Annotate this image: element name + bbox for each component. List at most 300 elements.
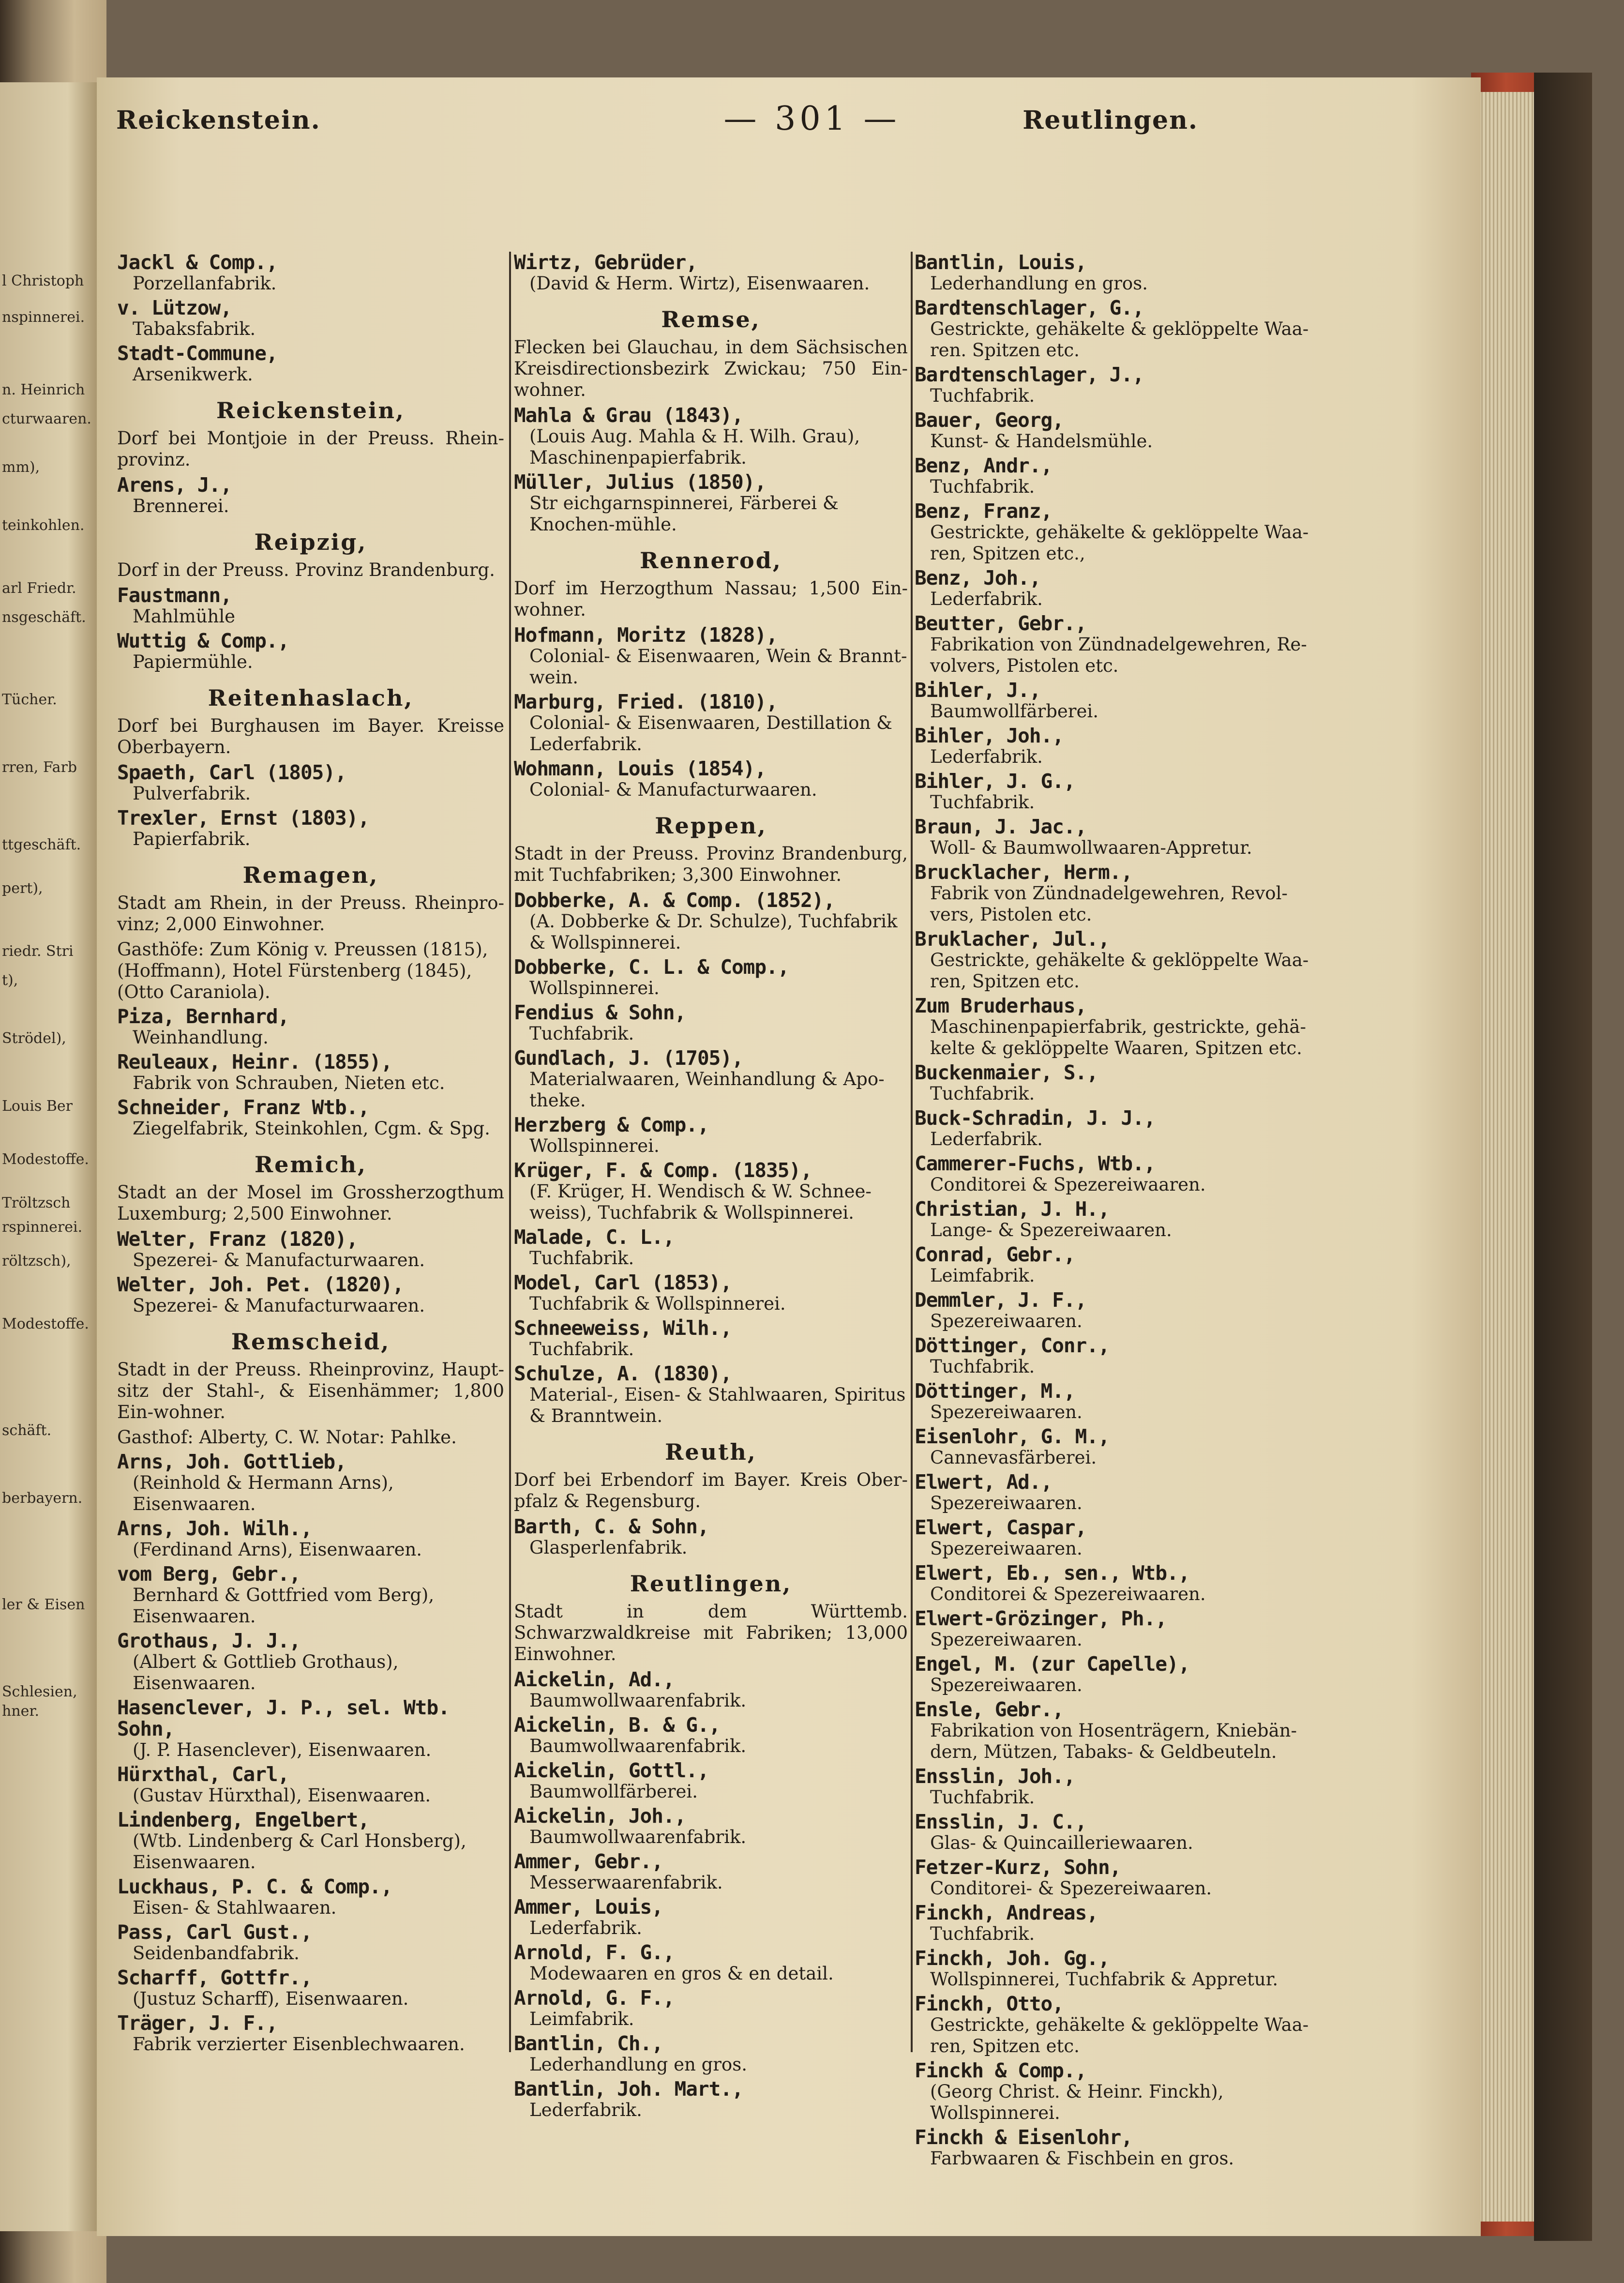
- entry-name: Aickelin, Gottl.,: [514, 1759, 709, 1782]
- directory-entry: [117, 1809, 504, 1873]
- town-description: Dorf im Herzogthum Nassau; 1,500 Ein-wohner.: [514, 578, 908, 620]
- directory-entry: [117, 1563, 504, 1627]
- entry-name: Bihler, J. G.,: [915, 770, 1075, 793]
- entry-name: Welter, Franz (1820),: [117, 1227, 358, 1251]
- entry-name: Piza, Bernhard,: [117, 1005, 289, 1028]
- entry-description: Glasperlenfabrik.: [529, 1537, 688, 1558]
- previous-page-text-fragment: berbayern.: [2, 1490, 83, 1507]
- entry-name: Lindenberg, Engelbert,: [117, 1808, 370, 1831]
- directory-entry: [514, 758, 908, 801]
- entry-description: Gestrickte, gehäkelte & geklöppelte Waa-ren, Spitzen etc.: [930, 950, 1309, 992]
- entry-name: Finckh & Eisenlohr,: [915, 2126, 1132, 2149]
- directory-entry: [915, 1335, 1316, 1377]
- previous-page-text-fragment: pert),: [2, 880, 43, 897]
- previous-page-text-fragment: nspinnerei.: [2, 309, 85, 326]
- entry-name: Welter, Joh. Pet. (1820),: [117, 1273, 404, 1296]
- town-description: Flecken bei Glauchau, in dem Sächsischen Kreisdirectionsbezirk Zwickau; 750 Ein-wohner.: [514, 337, 908, 400]
- previous-page-text-fragment: cturwaaren.: [2, 410, 91, 427]
- directory-entry: [915, 1153, 1316, 1195]
- directory-entry: [915, 725, 1316, 768]
- entry-description: (Albert & Gottlieb Grothaus), Eisenwaaren.: [133, 1651, 399, 1693]
- directory-entry: [514, 1226, 908, 1269]
- entry-name: Grothaus, J. J.,: [117, 1629, 301, 1652]
- directory-entry: [117, 1921, 504, 1964]
- entry-name: Döttinger, M.,: [915, 1379, 1075, 1403]
- entry-description: Fabrik verzierter Eisenblechwaaren.: [133, 2034, 465, 2055]
- town-heading: Rennerod,: [640, 547, 782, 574]
- directory-entry: [915, 1198, 1316, 1241]
- entry-description: Str eichgarnspinnerei, Färberei & Knochen-mühle.: [529, 493, 839, 535]
- directory-entry: [915, 567, 1316, 610]
- directory-entry: [117, 1274, 504, 1316]
- directory-entry: [915, 1811, 1316, 1854]
- directory-entry: [514, 1363, 908, 1427]
- directory-entry: [514, 2033, 908, 2075]
- entry-name: Elwert, Ad.,: [915, 1470, 1053, 1494]
- entry-description: (A. Dobberke & Dr. Schulze), Tuchfabrik & Wollspinnerei.: [529, 911, 898, 953]
- entry-description: Conditorei & Spezereiwaaren.: [930, 1174, 1206, 1195]
- entry-description: Material-, Eisen- & Stahlwaaren, Spiritus & Branntwein.: [529, 1384, 906, 1426]
- directory-entry: [514, 956, 908, 999]
- previous-page-text-fragment: arl Friedr.: [2, 580, 76, 597]
- entry-name: Elwert, Eb., sen., Wtb.,: [915, 1561, 1190, 1585]
- entry-description: Pulverfabrik.: [133, 783, 251, 804]
- previous-page-text-fragment: n. Heinrich: [2, 381, 85, 398]
- directory-entry: [915, 1562, 1316, 1605]
- entry-name: Benz, Joh.,: [915, 566, 1041, 590]
- town-description: Stadt an der Mosel im Grossherzogthum Luxemburg; 2,500 Einwohner.: [117, 1182, 504, 1224]
- directory-entry: [915, 1902, 1316, 1945]
- entry-name: Wirtz, Gebrüder,: [514, 251, 697, 274]
- previous-page-text-fragment: Tröltzsch: [2, 1194, 71, 1211]
- entry-description: Tuchfabrik & Wollspinnerei.: [529, 1293, 786, 1314]
- directory-entry: [117, 762, 504, 804]
- entry-name: Dobberke, A. & Comp. (1852),: [514, 889, 835, 912]
- entry-description: Spezerei- & Manufacturwaaren.: [133, 1295, 425, 1316]
- directory-entry: [915, 816, 1316, 859]
- previous-page-text-fragment: teinkohlen.: [2, 517, 85, 534]
- directory-entry: [915, 1517, 1316, 1559]
- directory-entry: [915, 1426, 1316, 1468]
- entry-name: Christian, J. H.,: [915, 1197, 1110, 1221]
- entry-description: Leimfabrik.: [930, 1265, 1035, 1286]
- town-description: Stadt am Rhein, in der Preuss. Rheinpro-vinz; 2,000 Einwohner.: [117, 892, 504, 935]
- town-heading: Remagen,: [242, 862, 379, 888]
- entry-description: Tuchfabrik.: [529, 1248, 634, 1269]
- entry-name: Arnold, F. G.,: [514, 1941, 675, 1964]
- directory-entry: [117, 1876, 504, 1919]
- entry-description: Ziegelfabrik, Steinkohlen, Cgm. & Spg.: [133, 1118, 490, 1139]
- entry-name: Cammerer-Fuchs, Wtb.,: [915, 1152, 1156, 1175]
- town-heading: Reickenstein,: [216, 397, 405, 423]
- directory-entry: [514, 1272, 908, 1315]
- previous-page-text-fragment: rspinnerei.: [2, 1219, 83, 1236]
- entry-description: Tuchfabrik.: [930, 792, 1035, 813]
- entry-description: Wollspinnerei, Tuchfabrik & Appretur.: [930, 1969, 1278, 1990]
- directory-entry: [915, 1244, 1316, 1286]
- entry-name: Beutter, Gebr.,: [915, 612, 1087, 635]
- previous-page-text-fragment: Modestoffe.: [2, 1151, 89, 1168]
- previous-page-text-fragment: nsgeschäft.: [2, 609, 86, 626]
- entry-description: Tabaksfabrik.: [133, 318, 256, 339]
- directory-entry: [117, 1228, 504, 1271]
- directory-entry: [514, 1516, 908, 1558]
- town-extra-info: Gasthof: Alberty, C. W. Notar: Pahlke.: [117, 1427, 457, 1448]
- directory-entry: [514, 691, 908, 755]
- entry-description: Fabrik von Zündnadelgewehren, Revol-vers, Pistolen etc.: [930, 883, 1288, 925]
- directory-column-2: [514, 252, 908, 2124]
- previous-page-text-fragment: schäft.: [2, 1422, 52, 1439]
- town-section: [117, 1151, 504, 1225]
- entry-name: Döttinger, Conr.,: [915, 1334, 1110, 1357]
- entry-name: Stadt-Commune,: [117, 342, 278, 365]
- entry-description: (Ferdinand Arns), Eisenwaaren.: [133, 1539, 422, 1560]
- directory-entry: [117, 1764, 504, 1806]
- entry-name: Ensslin, J. C.,: [915, 1810, 1087, 1833]
- entry-name: Herzberg & Comp.,: [514, 1113, 709, 1136]
- entry-description: Tuchfabrik.: [529, 1339, 634, 1360]
- directory-column-1: [117, 252, 504, 2058]
- entry-description: Tuchfabrik.: [529, 1023, 634, 1044]
- directory-entry: [117, 1630, 504, 1694]
- directory-entry: [514, 1160, 908, 1224]
- entry-name: Ammer, Gebr.,: [514, 1850, 663, 1873]
- entry-description: Fabrikation von Zündnadelgewehren, Re-volvers, Pistolen etc.: [930, 634, 1307, 676]
- entry-name: Gundlach, J. (1705),: [514, 1046, 743, 1070]
- directory-entry: [117, 1451, 504, 1515]
- entry-description: Colonial- & Manufacturwaaren.: [529, 779, 817, 800]
- directory-entry: [915, 2127, 1316, 2169]
- directory-entry: [915, 1699, 1316, 1763]
- entry-description: Baumwollfärberei.: [930, 701, 1098, 722]
- entry-name: Buckenmaier, S.,: [915, 1061, 1098, 1084]
- entry-description: Fabrik von Schrauben, Nieten etc.: [133, 1073, 445, 1093]
- directory-entry: [915, 862, 1316, 925]
- town-description: Dorf bei Burghausen im Bayer. Kreisse Oberbayern.: [117, 715, 504, 757]
- entry-description: Conditorei & Spezereiwaaren.: [930, 1584, 1206, 1604]
- entry-description: Lange- & Spezereiwaaren.: [930, 1220, 1172, 1240]
- previous-page-text-fragment: mm),: [2, 459, 40, 476]
- entry-description: (David & Herm. Wirtz), Eisenwaaren.: [529, 273, 870, 294]
- directory-entry: [514, 1805, 908, 1848]
- entry-name: Bantlin, Joh. Mart.,: [514, 2077, 743, 2101]
- directory-entry: [117, 1051, 504, 1094]
- town-description: Dorf bei Erbendorf im Bayer. Kreis Ober-pfalz & Regensburg.: [514, 1469, 908, 1512]
- entry-description: Baumwollwaarenfabrik.: [529, 1736, 747, 1756]
- directory-entry: [915, 455, 1316, 498]
- page-number: — 301 —: [723, 100, 901, 138]
- town-description: Dorf in der Preuss. Provinz Brandenburg.: [117, 559, 495, 580]
- entry-name: Arns, Joh. Wilh.,: [117, 1517, 312, 1540]
- entry-name: Pass, Carl Gust.,: [117, 1920, 312, 1944]
- entry-name: Conrad, Gebr.,: [915, 1243, 1075, 1266]
- entry-description: Wollspinnerei.: [529, 1135, 660, 1156]
- town-heading: Remscheid,: [231, 1329, 391, 1355]
- entry-description: Lederfabrik.: [930, 1129, 1043, 1149]
- entry-description: (Georg Christ. & Heinr. Finckh), Wollspinnerei.: [930, 2081, 1224, 2123]
- town-section: [514, 306, 908, 401]
- entry-name: Luckhaus, P. C. & Comp.,: [117, 1875, 392, 1898]
- town-heading: Reppen,: [655, 813, 767, 839]
- entry-name: Fendius & Sohn,: [514, 1001, 686, 1024]
- entry-description: Papiermühle.: [133, 651, 253, 672]
- entry-description: (J. P. Hasenclever), Eisenwaaren.: [133, 1739, 432, 1760]
- previous-page-text-fragment: Strödel),: [2, 1030, 66, 1047]
- town-section: [117, 1331, 504, 1448]
- previous-page-text-fragment: ttgeschäft.: [2, 836, 81, 853]
- directory-entry: [117, 630, 504, 673]
- directory-entry: [514, 1987, 908, 2030]
- entry-name: Model, Carl (1853),: [514, 1271, 732, 1294]
- directory-entry: [915, 1107, 1316, 1150]
- town-description: Dorf bei Montjoie in der Preuss. Rhein-provinz.: [117, 428, 504, 470]
- entry-description: Baumwollwaarenfabrik.: [529, 1690, 747, 1711]
- directory-entry: [514, 1002, 908, 1044]
- directory-entry: [514, 1942, 908, 1984]
- directory-entry: [915, 1289, 1316, 1332]
- previous-page-text-fragment: ler & Eisen: [2, 1596, 85, 1613]
- entry-name: Hasenclever, J. P., sel. Wtb. Sohn,: [117, 1696, 450, 1740]
- directory-entry: [117, 2012, 504, 2055]
- directory-entry: [915, 1062, 1316, 1104]
- entry-description: Porzellanfabrik.: [133, 273, 277, 294]
- entry-name: Fetzer-Kurz, Sohn,: [915, 1856, 1121, 1879]
- previous-page-edge: [0, 82, 97, 2231]
- entry-description: Tuchfabrik.: [930, 385, 1035, 406]
- entry-name: Demmler, J. F.,: [915, 1288, 1087, 1312]
- directory-entry: [915, 1857, 1316, 1899]
- entry-description: Bernhard & Gottfried vom Berg), Eisenwaaren.: [133, 1585, 435, 1627]
- entry-name: Barth, C. & Sohn,: [514, 1515, 709, 1538]
- entry-description: Baumwollfärberei.: [529, 1781, 698, 1802]
- previous-page-text-fragment: l Christoph: [2, 272, 84, 289]
- directory-entry: [514, 1896, 908, 1939]
- entry-name: Trexler, Ernst (1803),: [117, 806, 370, 830]
- town-description: Stadt in der Preuss. Rheinprovinz, Haupt-sitz der Stahl-, & Eisenhämmer; 1,800 Ein-wohner.: [117, 1359, 504, 1422]
- directory-entry: [514, 1047, 908, 1111]
- entry-name: Bantlin, Louis,: [915, 251, 1087, 274]
- previous-page-text-fragment: Schlesien,: [2, 1683, 77, 1700]
- running-header-left: Reickenstein.: [116, 106, 321, 135]
- directory-entry: [514, 1714, 908, 1757]
- directory-entry: [915, 995, 1316, 1059]
- entry-name: Benz, Franz,: [915, 499, 1053, 523]
- entry-name: Brucklacher, Herm.,: [915, 861, 1132, 884]
- entry-description: Weinhandlung.: [133, 1027, 269, 1048]
- town-section: [117, 531, 504, 581]
- entry-name: vom Berg, Gebr.,: [117, 1562, 301, 1586]
- entry-description: Lederfabrik.: [529, 1918, 642, 1938]
- entry-description: Tuchfabrik.: [930, 1083, 1035, 1104]
- entry-name: Malade, C. L.,: [514, 1225, 675, 1249]
- town-extra-info: Gasthöfe: Zum König v. Preussen (1815), (Hoffmann), Hotel Fürstenberg (1845), (Otto Caraniola).: [117, 939, 488, 1002]
- previous-page-text-fragment: hner.: [2, 1703, 39, 1720]
- entry-description: Spezereiwaaren.: [930, 1311, 1083, 1331]
- town-heading: Remse,: [661, 306, 761, 333]
- directory-entry: [915, 1948, 1316, 1990]
- directory-entry: [915, 1653, 1316, 1696]
- previous-page-text-fragment: Louis Ber: [2, 1098, 73, 1115]
- entry-description: Seidenbandfabrik.: [133, 1943, 300, 1964]
- entry-name: Arns, Joh. Gottlieb,: [117, 1450, 346, 1473]
- town-section: [117, 397, 504, 470]
- directory-entry: [915, 500, 1316, 564]
- entry-name: Aickelin, Ad.,: [514, 1668, 675, 1691]
- entry-description: (F. Krüger, H. Wendisch & W. Schnee-weiss), Tuchfabrik & Wollspinnerei.: [529, 1181, 872, 1223]
- directory-entry: [117, 252, 504, 294]
- entry-name: Hürxthal, Carl,: [117, 1763, 289, 1786]
- previous-page-text-fragment: rren, Farb: [2, 759, 77, 776]
- town-section: [514, 1573, 908, 1665]
- entry-name: Schneider, Franz Wtb.,: [117, 1096, 370, 1119]
- town-section: [514, 1441, 908, 1512]
- running-header-right: Reutlingen.: [1023, 106, 1198, 135]
- directory-entry: [514, 405, 908, 469]
- entry-name: Spaeth, Carl (1805),: [117, 761, 346, 784]
- town-section: [514, 815, 908, 886]
- entry-name: Faustmann,: [117, 584, 232, 607]
- entry-description: Gestrickte, gehäkelte & geklöppelte Waa-ren, Spitzen etc.: [930, 2014, 1309, 2056]
- entry-description: (Louis Aug. Mahla & H. Wilh. Grau), Maschinenpapierfabrik.: [529, 426, 860, 468]
- directory-entry: [514, 252, 908, 294]
- entry-description: Messerwaarenfabrik.: [529, 1872, 723, 1893]
- entry-description: (Wtb. Lindenberg & Carl Honsberg), Eisenwaaren.: [133, 1830, 466, 1873]
- entry-description: Colonial- & Eisenwaaren, Destillation & Lederfabrik.: [529, 712, 892, 755]
- directory-entry: [915, 252, 1316, 294]
- town-heading: Remich,: [254, 1151, 367, 1178]
- entry-name: Bihler, J.,: [915, 679, 1041, 702]
- column-divider: [911, 252, 913, 2052]
- directory-entry: [514, 1851, 908, 1893]
- entry-name: Jackl & Comp.,: [117, 251, 278, 274]
- directory-entry: [117, 1518, 504, 1560]
- entry-description: Modewaaren en gros & en detail.: [529, 1963, 834, 1984]
- entry-name: Finckh, Otto,: [915, 1992, 1064, 2015]
- directory-entry: [117, 297, 504, 340]
- town-heading: Reuth,: [665, 1439, 757, 1465]
- entry-name: Buck-Schradin, J. J.,: [915, 1106, 1156, 1130]
- town-section: [514, 547, 908, 620]
- directory-entry: [117, 1006, 504, 1048]
- entry-description: Spezereiwaaren.: [930, 1493, 1083, 1513]
- entry-name: Aickelin, B. & G.,: [514, 1713, 721, 1737]
- entry-description: Lederfabrik.: [529, 2100, 642, 2120]
- directory-entry: [915, 680, 1316, 722]
- entry-description: Gestrickte, gehäkelte & geklöppelte Waa-ren. Spitzen etc.: [930, 318, 1309, 361]
- directory-entry: [514, 2078, 908, 2121]
- entry-name: Bardtenschlager, J.,: [915, 363, 1144, 386]
- town-heading: Reipzig,: [254, 529, 367, 555]
- entry-description: Lederfabrik.: [930, 589, 1043, 609]
- directory-entry: [915, 364, 1316, 407]
- entry-name: Reuleaux, Heinr. (1855),: [117, 1050, 392, 1073]
- entry-description: Spezereiwaaren.: [930, 1538, 1083, 1559]
- town-description: Stadt in dem Württemb. Schwarzwaldkreise mit Fabriken; 13,000 Einwohner.: [514, 1601, 908, 1664]
- entry-name: Dobberke, C. L. & Comp.,: [514, 955, 789, 979]
- directory-column-3: [915, 252, 1316, 2172]
- entry-name: Finckh & Comp.,: [915, 2059, 1087, 2082]
- entry-name: Scharff, Gottfr.,: [117, 1966, 312, 1989]
- entry-description: Lederhandlung en gros.: [930, 273, 1148, 294]
- entry-name: Elwert, Caspar,: [915, 1516, 1087, 1539]
- directory-entry: [514, 471, 908, 535]
- entry-description: Lederfabrik.: [930, 746, 1043, 767]
- entry-description: Tuchfabrik.: [930, 1787, 1035, 1808]
- directory-entry: [915, 613, 1316, 677]
- entry-name: Aickelin, Joh.,: [514, 1804, 686, 1828]
- entry-name: Bardtenschlager, G.,: [915, 296, 1144, 319]
- entry-description: Kunst- & Handelsmühle.: [930, 431, 1153, 452]
- entry-name: Ammer, Louis,: [514, 1895, 663, 1919]
- entry-name: Schulze, A. (1830),: [514, 1362, 732, 1385]
- directory-entry: [117, 1967, 504, 2010]
- directory-entry: [117, 1097, 504, 1139]
- directory-entry: [514, 624, 908, 688]
- book-cover-edge: [1534, 73, 1592, 2241]
- entry-name: Wuttig & Comp.,: [117, 629, 289, 652]
- entry-description: Tuchfabrik.: [930, 1923, 1035, 1944]
- entry-name: Finckh, Andreas,: [915, 1901, 1098, 1924]
- entry-description: (Reinhold & Hermann Arns), Eisenwaaren.: [133, 1472, 394, 1514]
- entry-description: Spezereiwaaren.: [930, 1629, 1083, 1650]
- directory-entry: [514, 1760, 908, 1802]
- entry-description: Leimfabrik.: [529, 2009, 634, 2029]
- directory-entry: [117, 807, 504, 850]
- entry-name: v. Lützow,: [117, 296, 232, 319]
- entry-name: Bihler, Joh.,: [915, 724, 1064, 747]
- town-section: [117, 864, 504, 1003]
- directory-entry: [915, 928, 1316, 992]
- entry-name: Hofmann, Moritz (1828),: [514, 623, 778, 647]
- entry-name: Eisenlohr, G. M.,: [915, 1425, 1110, 1448]
- entry-name: Schneeweiss, Wilh.,: [514, 1316, 732, 1340]
- directory-entry: [117, 343, 504, 385]
- entry-name: Bantlin, Ch.,: [514, 2032, 663, 2055]
- entry-name: Engel, M. (zur Capelle),: [915, 1652, 1190, 1676]
- entry-description: (Gustav Hürxthal), Eisenwaaren.: [133, 1785, 431, 1806]
- entry-description: Tuchfabrik.: [930, 476, 1035, 497]
- entry-name: Wohmann, Louis (1854),: [514, 757, 767, 780]
- entry-description: (Justuz Scharff), Eisenwaaren.: [133, 1988, 409, 2009]
- entry-description: Colonial- & Eisenwaaren, Wein & Brannt-wein.: [529, 646, 907, 688]
- column-divider: [509, 252, 511, 2052]
- directory-entry: [915, 771, 1316, 813]
- town-section: [117, 687, 504, 758]
- directory-entry: [117, 1697, 504, 1761]
- directory-entry: [514, 1669, 908, 1711]
- entry-name: Arens, J.,: [117, 473, 232, 497]
- entry-description: Conditorei- & Spezereiwaaren.: [930, 1878, 1212, 1899]
- entry-description: Spezereiwaaren.: [930, 1675, 1083, 1695]
- previous-page-text-fragment: t),: [2, 972, 18, 989]
- entry-name: Arnold, G. F.,: [514, 1986, 675, 2010]
- entry-description: Fabrikation von Hosenträgern, Kniebän-dern, Mützen, Tabaks- & Geldbeuteln.: [930, 1720, 1297, 1762]
- directory-entry: [117, 585, 504, 627]
- entry-description: Glas- & Quincailleriewaaren.: [930, 1832, 1193, 1853]
- entry-description: Materialwaaren, Weinhandlung & Apo-theke.: [529, 1069, 885, 1111]
- directory-entry: [915, 1380, 1316, 1423]
- directory-entry: [117, 474, 504, 517]
- entry-name: Finckh, Joh. Gg.,: [915, 1947, 1110, 1970]
- entry-name: Elwert-Grözinger, Ph.,: [915, 1607, 1167, 1630]
- entry-name: Braun, J. Jac.,: [915, 815, 1087, 838]
- entry-description: Gestrickte, gehäkelte & geklöppelte Waa-ren, Spitzen etc.,: [930, 522, 1309, 564]
- entry-name: Ensle, Gebr.,: [915, 1698, 1064, 1721]
- entry-description: Woll- & Baumwollwaaren-Appretur.: [930, 837, 1252, 858]
- directory-entry: [514, 1317, 908, 1360]
- entry-name: Zum Bruderhaus,: [915, 994, 1087, 1017]
- town-description: Stadt in der Preuss. Provinz Brandenburg, mit Tuchfabriken; 3,300 Einwohner.: [514, 843, 908, 885]
